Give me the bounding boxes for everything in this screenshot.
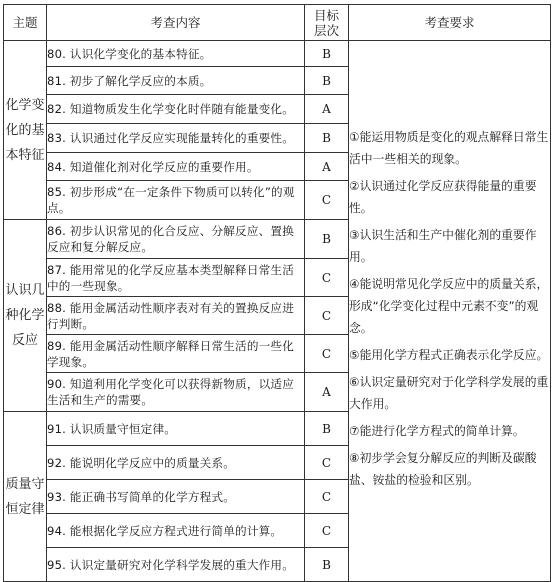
content-cell: 85. 初步形成“在一定条件下物质可以转化”的观点。	[47, 181, 305, 220]
content-cell: 94. 能根据化学反应方程式进行简单的计算。	[47, 514, 305, 548]
level-cell: B	[305, 41, 349, 67]
level-cell: A	[305, 373, 349, 412]
content-cell: 86. 初步认识常见的化合反应、分解反应、置换反应和复分解反应。	[47, 220, 305, 259]
requirement-item: ⑥认识定量研究对于化学科学发展的重大作用。	[349, 375, 549, 411]
level-cell: C	[305, 514, 349, 548]
content-cell: 89. 能用金属活动性顺序解释日常生活的一些化学现象。	[47, 335, 305, 373]
header-topic: 主题	[4, 5, 47, 41]
content-cell: 83. 认识通过化学反应实现能量转化的重要性。	[47, 124, 305, 153]
header-level-line2: 层次	[313, 22, 339, 38]
level-cell: C	[305, 446, 349, 480]
content-cell: 92. 能说明化学反应中的质量关系。	[47, 446, 305, 480]
header-row	[4, 5, 551, 41]
requirement-item: ⑧初步学会复分解反应的判断及碳酸盐、铵盐的检验和区别。	[349, 451, 537, 487]
level-cell: B	[305, 124, 349, 153]
level-cell: C	[305, 480, 349, 514]
content-cell: 95. 认识定量研究对化学科学发展的重大作用。	[47, 548, 305, 582]
requirement-item: ③认识生活和生产中催化剂的重要作用。	[349, 228, 537, 264]
level-cell: B	[305, 548, 349, 582]
requirement-item: ⑦能进行化学方程式的简单计算。	[349, 424, 525, 438]
content-cell: 88. 能用金属活动性顺序表对有关的置换反应进行判断。	[47, 297, 305, 335]
content-cell: 84. 知道催化剂对化学反应的重要作用。	[47, 153, 305, 181]
level-cell: C	[305, 181, 349, 220]
topic-cell: 认识几种化学反应	[4, 220, 47, 412]
content-cell: 81. 初步了解化学反应的本质。	[47, 67, 305, 95]
requirement-item: ②认识通过化学反应获得能量的重要性。	[349, 179, 537, 215]
requirements-table	[3, 4, 551, 582]
header-level	[305, 5, 349, 41]
level-cell: B	[305, 412, 349, 446]
table-row	[4, 41, 551, 67]
content-cell: 93. 能正确书写简单的化学方程式。	[47, 480, 305, 514]
header-requirements: 考查要求	[349, 5, 551, 41]
requirement-item: ⑤能用化学方程式正确表示化学反应。	[349, 348, 549, 362]
requirements-cell	[349, 41, 551, 582]
level-cell: B	[305, 220, 349, 259]
level-cell: C	[305, 335, 349, 373]
content-cell: 87. 能用常见的化学反应基本类型解释日常生活中的一些现象。	[47, 259, 305, 297]
content-cell: 90. 知道利用化学变化可以获得新物质，以适应生活和生产的需要。	[47, 373, 305, 412]
requirement-item: ④能说明常见化学反应中的质量关系，形成“化学变化过程中元素不变”的观念。	[349, 277, 549, 335]
level-cell: A	[305, 95, 349, 124]
requirement-item: ①能运用物质是变化的观点解释日常生活中一些相关的现象。	[349, 130, 549, 166]
level-cell: C	[305, 297, 349, 335]
topic-cell: 化学变化的基本特征	[4, 41, 47, 220]
content-cell: 82. 知道物质发生化学变化时伴随有能量变化。	[47, 95, 305, 124]
content-cell: 80. 认识化学变化的基本特征。	[47, 41, 305, 67]
content-cell: 91. 认识质量守恒定律。	[47, 412, 305, 446]
level-cell: B	[305, 67, 349, 95]
level-cell: C	[305, 259, 349, 297]
header-content: 考查内容	[47, 5, 305, 41]
level-cell: A	[305, 153, 349, 181]
header-level-line1: 目标	[313, 7, 339, 23]
topic-cell: 质量守恒定律	[4, 412, 47, 582]
exam-requirements-sheet	[3, 4, 550, 576]
